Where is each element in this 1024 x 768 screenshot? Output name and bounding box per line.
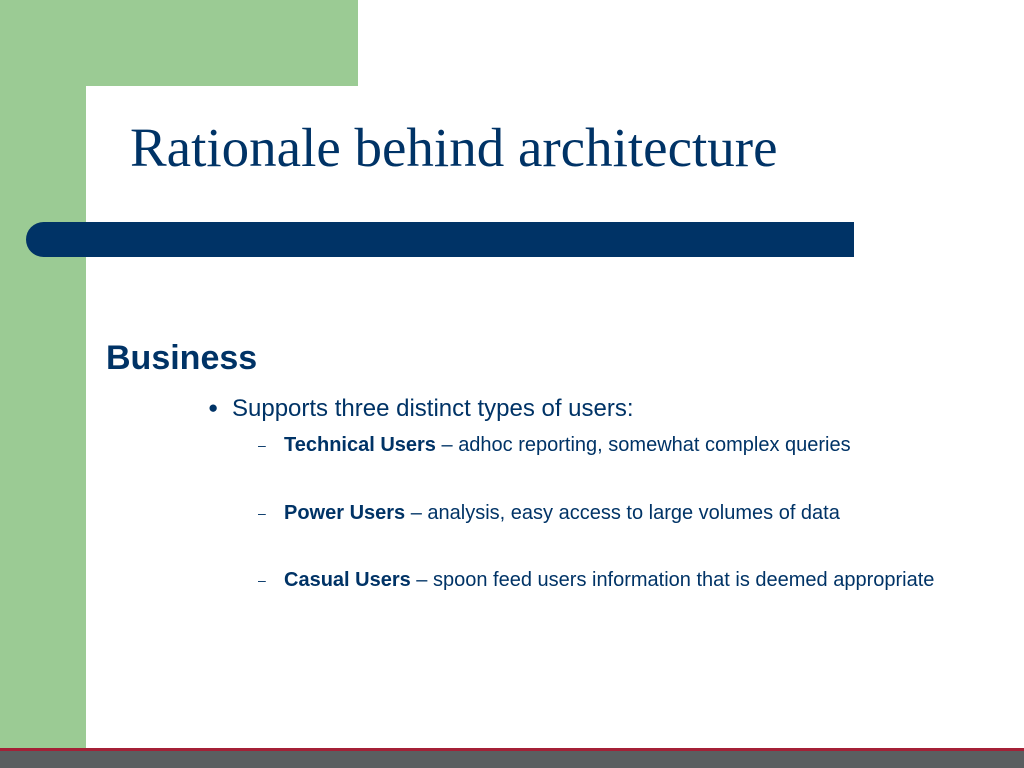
- sub-item-term: Casual Users: [284, 569, 411, 591]
- sub-item-description: adhoc reporting, somewhat complex queries: [458, 434, 851, 456]
- sub-item-body: [284, 565, 984, 595]
- sub-item-description: spoon feed users information that is deemed appropriate: [433, 569, 935, 591]
- bullet-text: Supports three distinct types of users:: [232, 395, 634, 422]
- footer-grey-band: [0, 751, 1024, 768]
- sub-item-separator: –: [405, 502, 428, 524]
- dash-icon: –: [258, 437, 266, 453]
- sub-item-term: Technical Users: [284, 434, 436, 456]
- bullet-dot-icon: ●: [208, 398, 219, 417]
- sub-item-body: [284, 498, 984, 528]
- section-heading: Business: [106, 339, 258, 377]
- bullet-item: [208, 393, 634, 424]
- sub-item-separator: –: [435, 434, 459, 456]
- sub-item-body: [284, 430, 984, 460]
- slide-title: Rationale behind architecture: [130, 117, 778, 178]
- dash-icon: –: [258, 505, 266, 521]
- sub-item-term: Power Users: [284, 502, 406, 524]
- dash-icon: –: [258, 572, 266, 588]
- sub-item-separator: –: [410, 569, 433, 591]
- sub-item-description: analysis, easy access to large volumes of data: [427, 502, 840, 524]
